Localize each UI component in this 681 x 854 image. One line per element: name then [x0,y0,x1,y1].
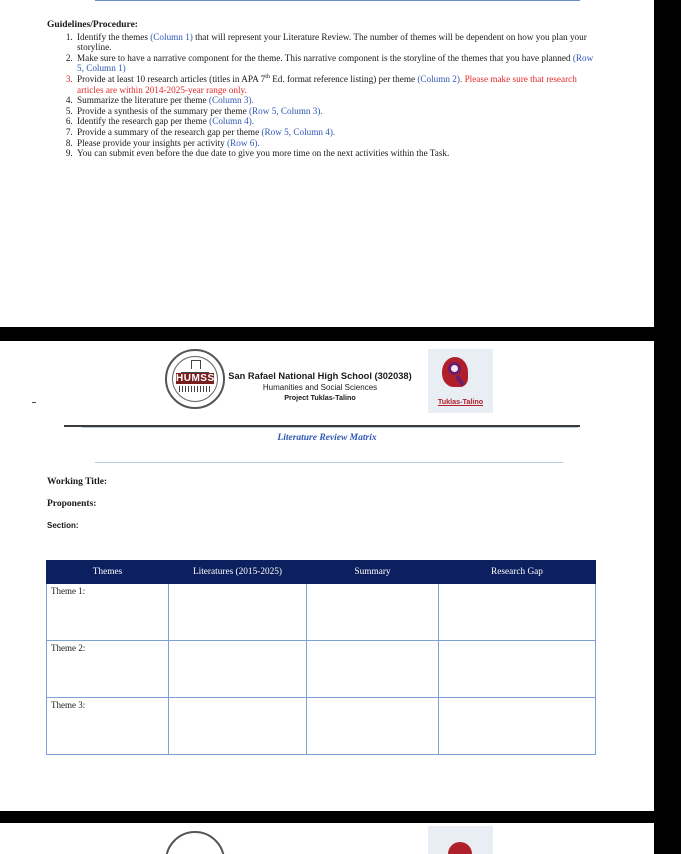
guideline-text: Summarize the literature per theme [77,95,209,106]
guideline-text: Identify the research gap per theme [77,116,210,127]
literatures-cell[interactable] [169,641,307,698]
humss-seal-logo [165,349,225,409]
guideline-text: (Column 4). [209,116,255,127]
project-name: Project Tuklas-Talino [284,393,356,402]
guideline-item [75,127,595,138]
guideline-text: (Row 5, Column 1) [77,52,594,74]
head-silhouette-icon [448,842,472,854]
magnifier-icon [448,362,461,375]
section-label: Section: [47,521,79,530]
table-row [47,584,596,641]
margin-mark [32,402,36,403]
guideline-text: (Row 5, Column 3). [248,105,323,116]
guidelines-section [47,20,595,159]
research-gap-cell[interactable] [439,584,596,641]
theme-cell: Theme 1: [47,584,169,641]
tuklas-talino-logo [428,349,493,413]
humss-seal-logo [165,831,225,854]
page-matrix [0,341,654,811]
guideline-text: Provide at least 10 research articles (titles in APA 7 [77,73,266,84]
summary-cell[interactable] [307,584,439,641]
guideline-item [75,74,595,95]
guideline-text: (Column 3). [208,95,254,106]
page-guidelines [0,0,654,327]
guideline-item [75,116,595,127]
table-row [47,641,596,698]
guideline-text: Provide a synthesis of the summary per theme [77,105,249,116]
summary-cell[interactable] [307,698,439,755]
guideline-text: Ed. format reference listing) per theme [269,73,418,84]
matrix-title: Literature Review Matrix [277,433,377,443]
guideline-text: th [265,73,270,80]
table-header-row [47,561,596,584]
guideline-item [75,32,595,53]
tuklas-talino-logo [428,826,493,854]
guideline-item [75,53,595,74]
logo-text: Tuklas-Talino [437,397,484,406]
theme-cell: Theme 3: [47,698,169,755]
guideline-text: (Column 1) [150,31,193,42]
guideline-item [75,138,595,149]
top-rule [95,0,580,1]
table-row [47,698,596,755]
literature-review-matrix-table [46,560,596,755]
header-research-gap: Research Gap [439,561,596,584]
summary-cell[interactable] [307,641,439,698]
guidelines-heading: Guidelines/Procedure: [47,20,138,30]
working-title-label: Working Title: [47,477,108,487]
literatures-cell[interactable] [169,698,307,755]
guideline-text: Provide a summary of the research gap per theme [77,126,262,137]
guideline-text: (Column 2) [417,73,460,84]
page-next [0,823,654,854]
guideline-text: (Row 5, Column 4). [261,126,336,137]
department-name: Humanities and Social Sciences [262,383,378,392]
guideline-text: that will represent your Literature Review. The number of themes will be dependent on how you plan your storyline. [77,31,587,53]
header-themes: Themes [47,561,169,584]
guideline-text: You can submit even before the due date to give you more time on the next activities within the Task. [77,148,450,159]
header-literatures: Literatures (2015-2025) [169,561,307,584]
research-gap-cell[interactable] [439,698,596,755]
proponents-label: Proponents: [47,499,97,509]
guideline-item [75,106,595,117]
theme-cell: Theme 2: [47,641,169,698]
guideline-text: . Please make sure that research articles are within 2014-2025-year range only. [77,73,577,95]
literatures-cell[interactable] [169,584,307,641]
school-header [225,371,415,402]
guidelines-list [47,32,595,159]
header-summary: Summary [307,561,439,584]
header-divider-light [82,427,578,428]
guideline-text: (Row 6). [227,137,260,148]
guideline-text: Identify the themes [77,31,151,42]
title-divider [95,462,563,463]
seal-label: HUMSS [176,373,215,384]
research-gap-cell[interactable] [439,641,596,698]
school-name: San Rafael National High School (302038) [228,371,412,381]
guideline-text: Make sure to have a narrative component for the theme. This narrative component is the storyline of the themes that you have planned [77,52,573,63]
guideline-item [75,148,595,159]
guideline-item [75,95,595,106]
guideline-text: Please provide your insights per activity [77,137,228,148]
